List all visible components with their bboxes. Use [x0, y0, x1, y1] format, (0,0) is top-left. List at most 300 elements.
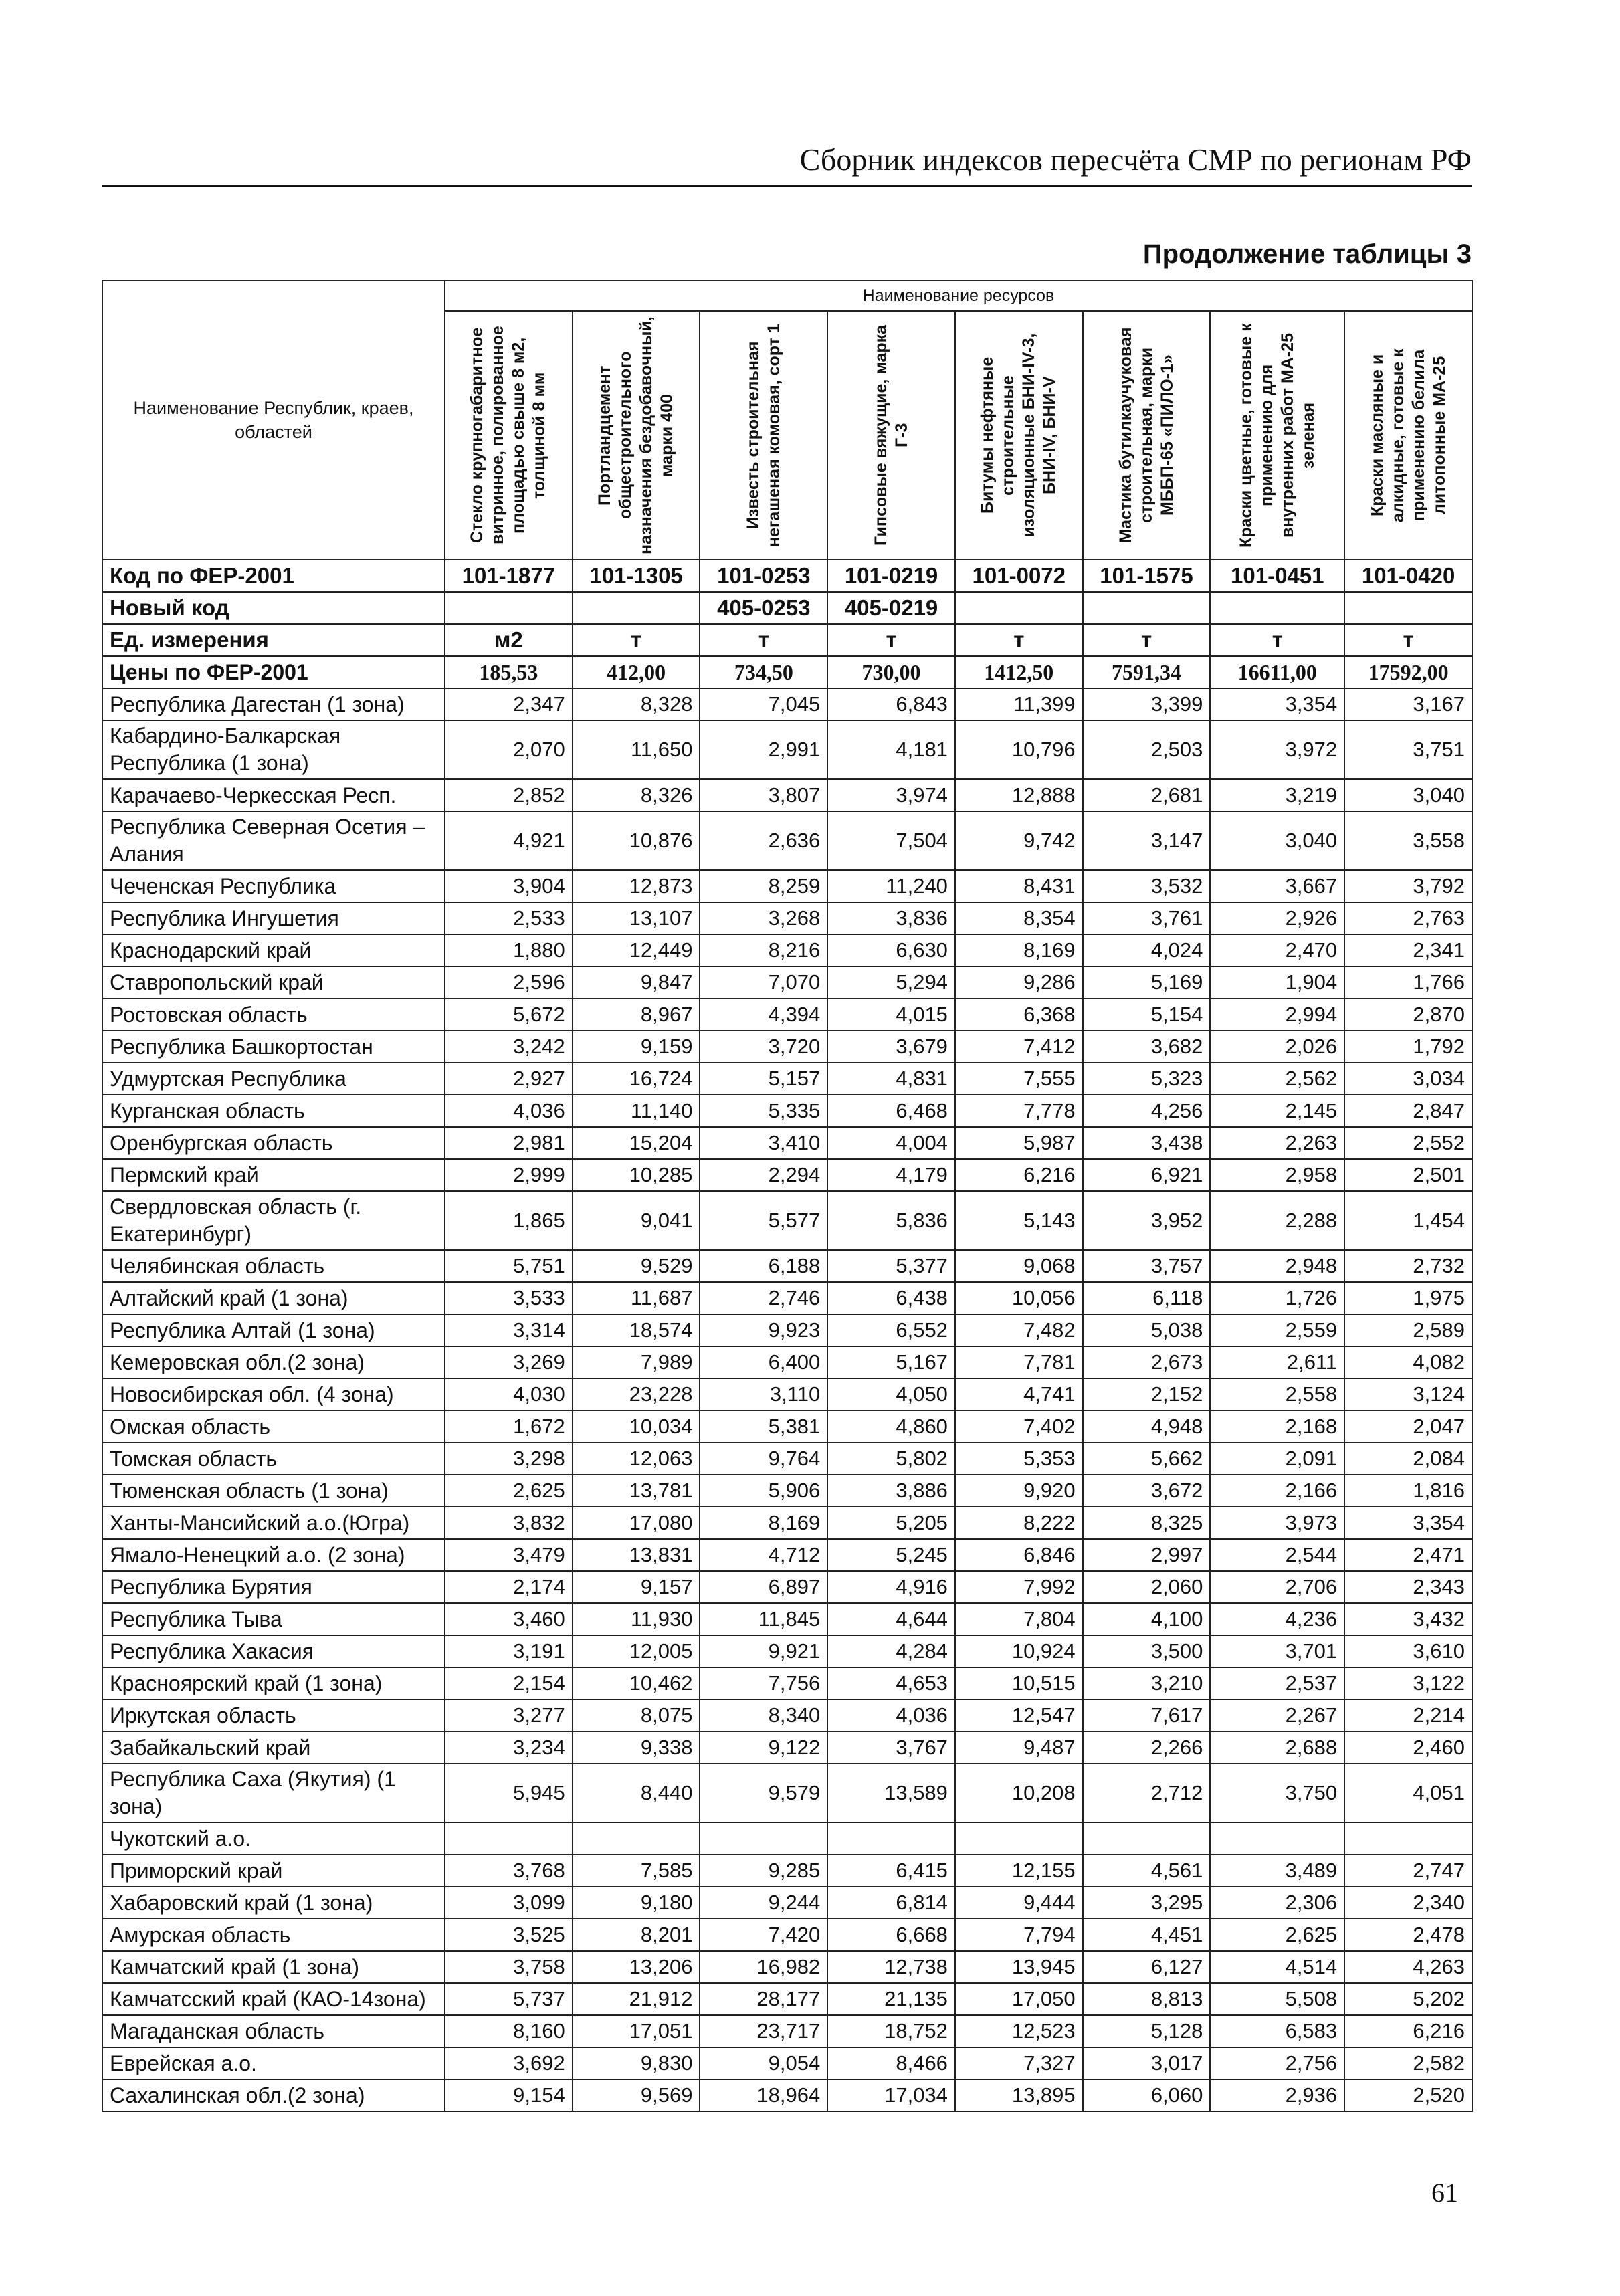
index-value: [1344, 1822, 1472, 1855]
index-value: 11,650: [573, 720, 700, 779]
index-value: 9,286: [955, 966, 1083, 999]
region-name: Приморский край: [102, 1855, 445, 1887]
fer-code-cell: 101-0451: [1210, 560, 1344, 592]
index-value: 6,846: [955, 1539, 1083, 1571]
table-row: [102, 2079, 1472, 2111]
resource-name: Мастика бутилкаучуковая строительная, марки МББП-65 «ПИЛО-1»: [1116, 327, 1177, 544]
index-value: 2,558: [1210, 1378, 1344, 1411]
index-value: 2,478: [1344, 1919, 1472, 1951]
index-value: 2,533: [445, 902, 573, 934]
resource-name: Гипсовые вяжущие, марка Г-3: [871, 324, 911, 546]
index-value: 2,706: [1210, 1571, 1344, 1603]
index-value: 1,454: [1344, 1191, 1472, 1250]
index-value: 12,155: [955, 1855, 1083, 1887]
table-row: [102, 2015, 1472, 2047]
index-value: 2,471: [1344, 1539, 1472, 1571]
index-value: 21,135: [827, 1983, 955, 2015]
region-name: Магаданская область: [102, 2015, 445, 2047]
table-row: [102, 966, 1472, 999]
table-row: [102, 1603, 1472, 1635]
index-value: 3,410: [700, 1127, 827, 1159]
index-value: 3,489: [1210, 1855, 1344, 1887]
region-name: Еврейская а.о.: [102, 2047, 445, 2079]
index-value: 15,204: [573, 1127, 700, 1159]
fer-price-cell: 734,50: [700, 656, 827, 688]
table-row: [102, 902, 1472, 934]
index-value: 3,242: [445, 1031, 573, 1063]
index-value: 2,746: [700, 1282, 827, 1314]
index-value: 4,561: [1083, 1855, 1211, 1887]
index-value: 2,145: [1210, 1095, 1344, 1127]
index-value: 3,751: [1344, 720, 1472, 779]
index-value: 10,034: [573, 1411, 700, 1443]
table-row: [102, 1411, 1472, 1443]
index-value: 18,574: [573, 1314, 700, 1346]
index-value: [955, 1822, 1083, 1855]
index-value: 3,017: [1083, 2047, 1211, 2079]
index-value: 2,997: [1083, 1539, 1211, 1571]
new-code-cell: 405-0219: [827, 592, 955, 624]
region-name: Камчатсский край (КАО-14зона): [102, 1983, 445, 2015]
table-row: [102, 1127, 1472, 1159]
index-value: 8,431: [955, 870, 1083, 902]
index-value: 3,533: [445, 1282, 573, 1314]
resource-header-5: [955, 311, 1083, 560]
region-name: Удмуртская Республика: [102, 1063, 445, 1095]
resource-header-8: [1344, 311, 1472, 560]
index-value: 3,122: [1344, 1667, 1472, 1699]
index-value: 4,831: [827, 1063, 955, 1095]
index-value: 9,920: [955, 1475, 1083, 1507]
index-value: 7,045: [700, 688, 827, 720]
table-continuation-caption: Продолжение таблицы 3: [1142, 239, 1472, 269]
index-value: 21,912: [573, 1983, 700, 2015]
index-value: 10,515: [955, 1667, 1083, 1699]
index-value: 4,179: [827, 1159, 955, 1191]
header-rule: [102, 185, 1472, 187]
index-value: 1,816: [1344, 1475, 1472, 1507]
unit-cell: т: [1083, 624, 1211, 656]
index-value: 6,583: [1210, 2015, 1344, 2047]
index-value: 11,240: [827, 870, 955, 902]
index-value: 1,766: [1344, 966, 1472, 999]
index-value: 18,752: [827, 2015, 955, 2047]
region-name: Курганская область: [102, 1095, 445, 1127]
new-code-cell: [1083, 592, 1211, 624]
index-value: 2,047: [1344, 1411, 1472, 1443]
index-value: 12,523: [955, 2015, 1083, 2047]
index-value: 5,294: [827, 966, 955, 999]
index-value: 3,672: [1083, 1475, 1211, 1507]
index-value: 2,994: [1210, 999, 1344, 1031]
table-row: [102, 1667, 1472, 1699]
index-value: 16,724: [573, 1063, 700, 1095]
index-value: 4,948: [1083, 1411, 1211, 1443]
index-value: 7,070: [700, 966, 827, 999]
index-value: 8,967: [573, 999, 700, 1031]
index-value: 2,503: [1083, 720, 1211, 779]
unit-row: [102, 624, 1472, 656]
new-code-cell: 405-0253: [700, 592, 827, 624]
index-value: 1,726: [1210, 1282, 1344, 1314]
index-value: 7,989: [573, 1346, 700, 1378]
index-value: 3,479: [445, 1539, 573, 1571]
index-value: 2,991: [700, 720, 827, 779]
index-value: 7,585: [573, 1855, 700, 1887]
index-value: 11,687: [573, 1282, 700, 1314]
index-value: 8,075: [573, 1699, 700, 1732]
index-value: 8,813: [1083, 1983, 1211, 2015]
region-name: Красноярский край (1 зона): [102, 1667, 445, 1699]
region-name: Республика Башкортостан: [102, 1031, 445, 1063]
index-value: 9,154: [445, 2079, 573, 2111]
index-value: 2,747: [1344, 1855, 1472, 1887]
index-value: 2,343: [1344, 1571, 1472, 1603]
index-value: 2,756: [1210, 2047, 1344, 2079]
fer-code-cell: 101-1575: [1083, 560, 1211, 592]
index-value: [445, 1822, 573, 1855]
index-value: 7,420: [700, 1919, 827, 1951]
index-value: 3,219: [1210, 779, 1344, 811]
index-value: 1,865: [445, 1191, 573, 1250]
index-value: 5,205: [827, 1507, 955, 1539]
index-value: 5,353: [955, 1443, 1083, 1475]
resource-header-3: [700, 311, 827, 560]
index-value: 2,611: [1210, 1346, 1344, 1378]
index-value: 12,063: [573, 1443, 700, 1475]
index-value: 2,214: [1344, 1699, 1472, 1732]
index-value: 23,228: [573, 1378, 700, 1411]
index-value: 7,781: [955, 1346, 1083, 1378]
index-value: 3,972: [1210, 720, 1344, 779]
index-value: 9,122: [700, 1732, 827, 1764]
index-value: 1,672: [445, 1411, 573, 1443]
fer-code-cell: 101-0253: [700, 560, 827, 592]
index-value: 3,277: [445, 1699, 573, 1732]
index-value: 2,948: [1210, 1250, 1344, 1282]
index-value: 2,552: [1344, 1127, 1472, 1159]
index-value: 5,157: [700, 1063, 827, 1095]
index-value: 6,415: [827, 1855, 955, 1887]
page-number: 61: [1431, 2178, 1458, 2208]
index-value: 4,644: [827, 1603, 955, 1635]
index-value: 5,323: [1083, 1063, 1211, 1095]
index-value: 2,520: [1344, 2079, 1472, 2111]
index-value: 13,589: [827, 1764, 955, 1822]
index-value: 3,610: [1344, 1635, 1472, 1667]
index-value: 2,306: [1210, 1887, 1344, 1919]
table-row: [102, 1314, 1472, 1346]
index-value: 2,999: [445, 1159, 573, 1191]
regional-price-index-table: [102, 280, 1473, 2112]
index-value: 4,394: [700, 999, 827, 1031]
fer-price-cell: 412,00: [573, 656, 700, 688]
region-name: Сахалинская обл.(2 зона): [102, 2079, 445, 2111]
index-value: [1083, 1822, 1211, 1855]
table-row: [102, 1764, 1472, 1822]
resource-name: Известь строительная негашеная комовая, сорт 1: [743, 324, 783, 547]
index-value: 3,432: [1344, 1603, 1472, 1635]
region-name: Новосибирская обл. (4 зона): [102, 1378, 445, 1411]
index-value: 3,767: [827, 1732, 955, 1764]
index-value: 17,080: [573, 1507, 700, 1539]
fer-price-cell: 16611,00: [1210, 656, 1344, 688]
region-name: Республика Хакасия: [102, 1635, 445, 1667]
resource-name: Битумы нефтяные строительные изоляционные БНИ-IV-3, БНИ-IV, БНИ-V: [978, 333, 1059, 538]
index-value: 2,926: [1210, 902, 1344, 934]
index-value: 2,852: [445, 779, 573, 811]
index-value: 6,438: [827, 1282, 955, 1314]
index-value: 4,236: [1210, 1603, 1344, 1635]
index-value: 13,781: [573, 1475, 700, 1507]
index-value: 2,625: [445, 1475, 573, 1507]
index-value: 3,679: [827, 1031, 955, 1063]
index-value: 8,340: [700, 1699, 827, 1732]
new-code-row: [102, 592, 1472, 624]
index-value: 3,295: [1083, 1887, 1211, 1919]
index-value: 11,399: [955, 688, 1083, 720]
index-value: 8,169: [955, 934, 1083, 966]
index-value: 18,964: [700, 2079, 827, 2111]
region-name: Ямало-Ненецкий а.о. (2 зона): [102, 1539, 445, 1571]
index-value: 8,160: [445, 2015, 573, 2047]
index-value: 9,830: [573, 2047, 700, 2079]
table-row: [102, 1378, 1472, 1411]
index-value: 3,234: [445, 1732, 573, 1764]
index-value: 7,504: [827, 811, 955, 870]
index-value: 3,034: [1344, 1063, 1472, 1095]
index-value: 9,487: [955, 1732, 1083, 1764]
table-row: [102, 999, 1472, 1031]
index-value: 5,945: [445, 1764, 573, 1822]
fer-price-label: Цены по ФЕР-2001: [102, 656, 445, 688]
index-value: 5,143: [955, 1191, 1083, 1250]
index-value: 9,742: [955, 811, 1083, 870]
fer-price-cell: 1412,50: [955, 656, 1083, 688]
resource-name: Краски масляные и алкидные, готовые к применению белила литопонные МА-25: [1367, 348, 1449, 522]
index-value: 3,210: [1083, 1667, 1211, 1699]
index-value: 2,470: [1210, 934, 1344, 966]
index-value: 9,180: [573, 1887, 700, 1919]
index-value: 8,328: [573, 688, 700, 720]
index-value: 5,128: [1083, 2015, 1211, 2047]
index-value: 10,876: [573, 811, 700, 870]
index-value: 5,508: [1210, 1983, 1344, 2015]
index-value: 2,981: [445, 1127, 573, 1159]
index-value: 5,335: [700, 1095, 827, 1127]
index-value: 4,712: [700, 1539, 827, 1571]
index-value: 4,181: [827, 720, 955, 779]
index-value: 6,814: [827, 1887, 955, 1919]
index-value: 9,054: [700, 2047, 827, 2079]
index-value: 2,625: [1210, 1919, 1344, 1951]
index-value: [1210, 1822, 1344, 1855]
index-value: 6,552: [827, 1314, 955, 1346]
index-value: 12,449: [573, 934, 700, 966]
index-value: 3,099: [445, 1887, 573, 1919]
index-value: 3,904: [445, 870, 573, 902]
index-value: 10,924: [955, 1635, 1083, 1667]
index-value: [700, 1822, 827, 1855]
resource-name: Портландцемент общестроительного назначения бездобавочный, марки 400: [595, 316, 677, 554]
index-value: 2,154: [445, 1667, 573, 1699]
index-value: 9,285: [700, 1855, 827, 1887]
index-value: 10,285: [573, 1159, 700, 1191]
table-row: [102, 1063, 1472, 1095]
table-row: [102, 779, 1472, 811]
unit-cell: т: [700, 624, 827, 656]
index-value: 2,026: [1210, 1031, 1344, 1063]
index-value: 6,127: [1083, 1951, 1211, 1983]
index-value: 9,529: [573, 1250, 700, 1282]
new-code-cell: [1344, 592, 1472, 624]
unit-cell: т: [955, 624, 1083, 656]
index-value: 3,974: [827, 779, 955, 811]
region-name: Пермский край: [102, 1159, 445, 1191]
index-value: 3,757: [1083, 1250, 1211, 1282]
region-name: Республика Дагестан (1 зона): [102, 688, 445, 720]
index-value: 3,682: [1083, 1031, 1211, 1063]
table-row: [102, 1732, 1472, 1764]
table-row: [102, 1507, 1472, 1539]
index-value: 13,107: [573, 902, 700, 934]
index-value: 2,582: [1344, 2047, 1472, 2079]
table-row: [102, 1635, 1472, 1667]
index-value: 7,327: [955, 2047, 1083, 2079]
index-value: 16,982: [700, 1951, 827, 1983]
index-value: 7,482: [955, 1314, 1083, 1346]
index-value: 6,843: [827, 688, 955, 720]
table-row: [102, 1919, 1472, 1951]
table-row: [102, 1475, 1472, 1507]
resource-header-7: [1210, 311, 1344, 560]
index-value: 3,761: [1083, 902, 1211, 934]
table-row: [102, 2047, 1472, 2079]
index-value: 12,888: [955, 779, 1083, 811]
index-value: 8,466: [827, 2047, 955, 2079]
index-value: 3,768: [445, 1855, 573, 1887]
index-value: 7,992: [955, 1571, 1083, 1603]
index-value: 2,732: [1344, 1250, 1472, 1282]
index-value: 1,904: [1210, 966, 1344, 999]
resource-header-1: [445, 311, 573, 560]
fer-price-cell: 185,53: [445, 656, 573, 688]
index-value: 2,267: [1210, 1699, 1344, 1732]
index-value: 11,140: [573, 1095, 700, 1127]
table-row: [102, 1571, 1472, 1603]
index-value: 3,298: [445, 1443, 573, 1475]
index-value: 4,036: [827, 1699, 955, 1732]
index-value: 5,802: [827, 1443, 955, 1475]
index-value: 10,462: [573, 1667, 700, 1699]
index-value: 8,326: [573, 779, 700, 811]
table-row: [102, 1031, 1472, 1063]
index-value: 3,792: [1344, 870, 1472, 902]
index-value: 3,750: [1210, 1764, 1344, 1822]
new-code-cell: [1210, 592, 1344, 624]
index-value: 2,712: [1083, 1764, 1211, 1822]
index-value: 6,668: [827, 1919, 955, 1951]
index-value: 3,040: [1210, 811, 1344, 870]
table-row: [102, 1822, 1472, 1855]
index-value: 4,050: [827, 1378, 955, 1411]
index-value: 9,244: [700, 1887, 827, 1919]
table-row: [102, 1346, 1472, 1378]
fer-price-cell: 730,00: [827, 656, 955, 688]
index-value: 9,847: [573, 966, 700, 999]
index-value: 9,921: [700, 1635, 827, 1667]
index-value: 5,038: [1083, 1314, 1211, 1346]
table-row: [102, 1951, 1472, 1983]
index-value: 17,050: [955, 1983, 1083, 2015]
index-value: 2,501: [1344, 1159, 1472, 1191]
index-value: 10,056: [955, 1282, 1083, 1314]
index-value: 10,208: [955, 1764, 1083, 1822]
index-value: 8,259: [700, 870, 827, 902]
index-value: [573, 1822, 700, 1855]
region-name: Чукотский а.о.: [102, 1822, 445, 1855]
index-value: 3,167: [1344, 688, 1472, 720]
index-value: 3,532: [1083, 870, 1211, 902]
region-name: Карачаево-Черкесская Респ.: [102, 779, 445, 811]
index-value: 2,958: [1210, 1159, 1344, 1191]
region-name: Ростовская область: [102, 999, 445, 1031]
table-row: [102, 688, 1472, 720]
index-value: 3,836: [827, 902, 955, 934]
index-value: 4,860: [827, 1411, 955, 1443]
index-value: 3,886: [827, 1475, 955, 1507]
region-name: Республика Алтай (1 зона): [102, 1314, 445, 1346]
index-value: 5,836: [827, 1191, 955, 1250]
resource-header-2: [573, 311, 700, 560]
new-code-label: Новый код: [102, 592, 445, 624]
region-name: Республика Бурятия: [102, 1571, 445, 1603]
index-value: 3,692: [445, 2047, 573, 2079]
fer-code-cell: 101-1305: [573, 560, 700, 592]
index-value: 6,921: [1083, 1159, 1211, 1191]
region-name: Кабардино-Балкарская Республика (1 зона): [102, 720, 445, 779]
index-value: 23,717: [700, 2015, 827, 2047]
index-value: 1,792: [1344, 1031, 1472, 1063]
table-row: [102, 1983, 1472, 2015]
index-value: 4,514: [1210, 1951, 1344, 1983]
index-value: 8,440: [573, 1764, 700, 1822]
fer-code-cell: 101-0072: [955, 560, 1083, 592]
index-value: 7,617: [1083, 1699, 1211, 1732]
table-row: [102, 934, 1472, 966]
index-value: 8,201: [573, 1919, 700, 1951]
index-value: 11,845: [700, 1603, 827, 1635]
index-value: 3,701: [1210, 1635, 1344, 1667]
region-name: Кемеровская обл.(2 зона): [102, 1346, 445, 1378]
unit-cell: т: [1210, 624, 1344, 656]
index-value: 2,084: [1344, 1443, 1472, 1475]
index-value: 2,091: [1210, 1443, 1344, 1475]
index-value: 7,804: [955, 1603, 1083, 1635]
index-value: 3,558: [1344, 811, 1472, 870]
index-value: 17,034: [827, 2079, 955, 2111]
index-value: 4,263: [1344, 1951, 1472, 1983]
index-value: 7,402: [955, 1411, 1083, 1443]
index-value: 3,525: [445, 1919, 573, 1951]
index-value: 9,041: [573, 1191, 700, 1250]
table-row: [102, 1282, 1472, 1314]
index-value: 2,559: [1210, 1314, 1344, 1346]
index-value: 3,268: [700, 902, 827, 934]
index-value: 4,051: [1344, 1764, 1472, 1822]
index-value: 5,167: [827, 1346, 955, 1378]
unit-cell: м2: [445, 624, 573, 656]
